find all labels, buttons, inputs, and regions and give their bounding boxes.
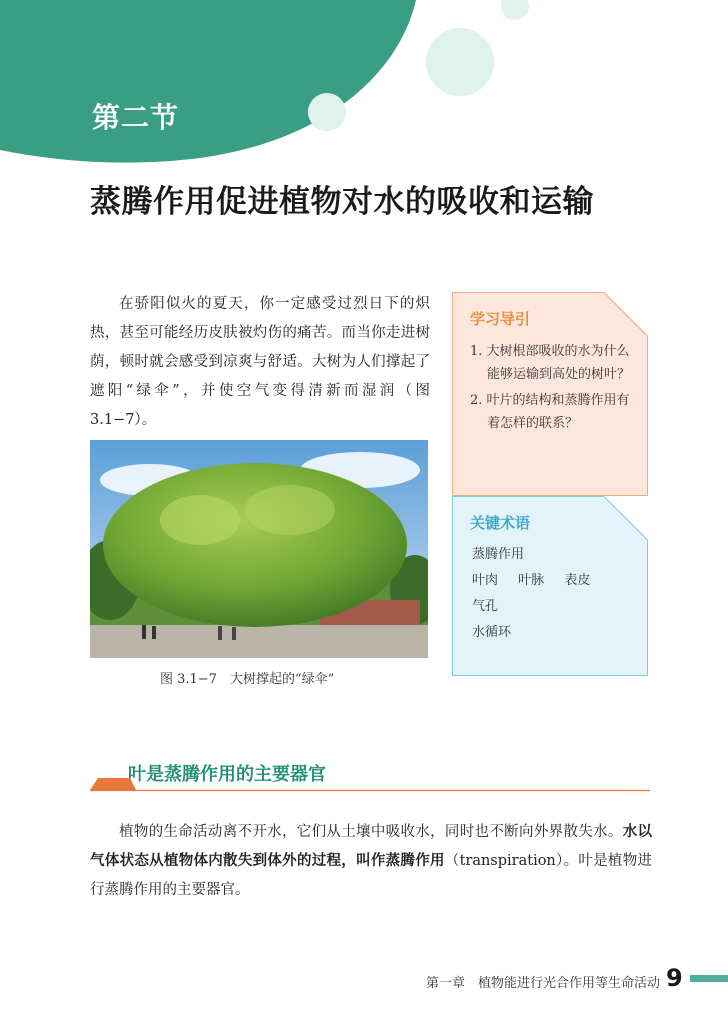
key-terms-line (472, 568, 642, 594)
footer-chapter-text: 第一章 植物能进行光合作用等生命活动 (425, 976, 660, 991)
learning-guide-item: 2. 叶片的结构和蒸腾作用有着怎样的联系？ (470, 393, 630, 431)
learning-guide-list (470, 340, 642, 438)
key-term: 叶脉 (518, 573, 545, 588)
key-term: 水循环 (472, 625, 512, 640)
definition-text: 水以气体状态从植物体内散失到体外的过程，叫作蒸腾作用 (90, 824, 653, 869)
intro-paragraph: 在骄阳似火的夏天，你一定感受过烈日下的炽热，甚至可能经历皮肤被灼伤的痛苦。而当你走进树荫，顿时就会感受到凉爽与舒适。大树为人们撑起了遮阳“绿伞”，并使空气变得清新而湿润（图 3.1−7）。 (90, 296, 430, 428)
figure-caption: 图 3.1−7 大树撑起的“绿伞” (160, 672, 335, 687)
key-terms-line (472, 542, 642, 568)
section-label: 第二节 (92, 101, 180, 134)
learning-guide-item: 1. 大树根部吸收的水为什么能够运输到高处的树叶？ (470, 344, 631, 382)
body-text: 植物的生命活动离不开水，它们从土壤中吸收水，同时也不断向外界散失水。 (119, 824, 623, 840)
body-text: （transpiration）。叶是植物进行蒸腾作用的主要器官。 (90, 853, 652, 898)
footer-accent-bar (690, 975, 728, 982)
key-term: 叶肉 (472, 573, 499, 588)
key-terms-line (472, 594, 642, 620)
key-terms-list (472, 542, 642, 646)
key-terms-title: 关键术语 (470, 514, 531, 532)
page-number: 9 (666, 964, 683, 992)
tree-photo (90, 440, 428, 658)
key-term: 气孔 (472, 599, 499, 614)
page-title: 蒸腾作用促进植物对水的吸收和运输 (90, 184, 594, 220)
key-terms-line (472, 620, 642, 646)
subsection-title: 叶是蒸腾作用的主要器官 (128, 764, 326, 785)
header-decoration (0, 0, 728, 180)
key-term: 表皮 (564, 573, 591, 588)
body-paragraph (90, 818, 652, 905)
learning-guide-title: 学习导引 (470, 310, 531, 328)
key-term: 蒸腾作用 (472, 547, 525, 562)
